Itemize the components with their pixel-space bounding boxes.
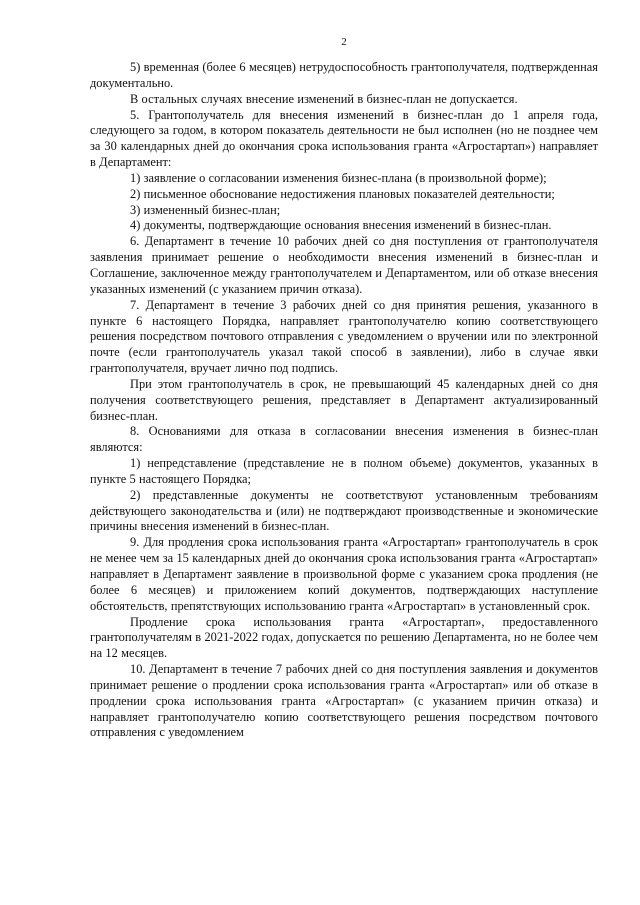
paragraph-clause-5-item-1: 1) заявление о согласовании изменения бизнес-плана (в произвольной форме); (130, 170, 547, 185)
document-body (90, 60, 598, 741)
paragraph-clause-5-item-2: 2) письменное обоснование недостижения плановых показателей деятельности; (130, 186, 555, 201)
paragraph-clause-7-continuation: При этом грантополучатель в срок, не превышающий 45 календарных дней со дня получения соответствующего решения, представляет в Департамент актуализированный бизнес-план. (90, 376, 598, 423)
paragraph-clause-8: 8. Основаниями для отказа в согласовании внесения изменения в бизнес-план являются: (90, 424, 598, 455)
paragraph-clause-8-item-2: 2) представленные документы не соответствуют установленным требованиям действующего законодательства и (или) не подтверждают производственные и экономические причины внесения изменений в бизнес-план. (90, 487, 598, 534)
document-page (90, 0, 598, 905)
paragraph-clause-9: 9. Для продления срока использования гранта «Агростартап» грантополучатель в срок не менее чем за 15 календарных дней до окончания срока использования гранта «Агростартап» направляет в Департамент заявление в произвольной форме с указанием срока продления (не более 6 месяцев) и приложением копий документов, подтверждающих наступление обстоятельств, препятствующих использованию гранта «Агростартап» в установленный срок. (90, 535, 598, 613)
paragraph-clause-9-extension: Продление срока использования гранта «Агростартап», предоставленного грантополучателям в 2021-2022 годах, допускается по решению Департамента, но не более чем на 12 месяцев. (90, 614, 598, 661)
paragraph-clause-6: 6. Департамент в течение 10 рабочих дней со дня поступления от грантополучателя заявления принимает решение о необходимости внесения изменений в бизнес-план и Соглашение, заключенное между грантополучателем и Департаментом, или об отказе внесения указанных изменений (с указанием причин отказа). (90, 234, 598, 296)
paragraph-clause-7: 7. Департамент в течение 3 рабочих дней со дня принятия решения, указанного в пункте 6 настоящего Порядка, направляет грантополучателю копию соответствующего решения посредством почтового отправления с уведомлением о вручении или по электронной почте (если грантополучатель указал такой способ в заявлении), либо в случае явки грантополучателя, вручает лично под подпись. (90, 297, 598, 376)
paragraph-clause-8-item-1: 1) непредставление (представление не в полном объеме) документов, указанных в пункте 5 настоящего Порядка; (90, 456, 598, 486)
page-number: 2 (341, 36, 347, 48)
paragraph-item-5-disability: 5) временная (более 6 месяцев) нетрудоспособность грантополучателя, подтвержденная документально. (90, 60, 598, 90)
paragraph-clause-10: 10. Департамент в течение 7 рабочих дней со дня поступления заявления и документов принимает решение о продлении срока использования гранта «Агростартап» или об отказе в продлении срока использования гранта «Агростартап» (с указанием причин отказа) и направляет грантополучателю копию соответствующего решения посредством почтового отправления с уведомлением (90, 662, 598, 740)
paragraph-clause-5-item-4: 4) документы, подтверждающие основания внесения изменений в бизнес-план. (130, 218, 552, 233)
paragraph-clause-5: 5. Грантополучатель для внесения изменений в бизнес-план до 1 апреля года, следующего за годом, в котором показатель деятельности не был исполнен (но не позднее чем за 30 календарных дней до окончания срока использования гранта «Агростартап») направляет в Департамент: (90, 107, 598, 170)
paragraph-other-cases: В остальных случаях внесение изменений в бизнес-план не допускается. (130, 91, 518, 106)
paragraph-clause-5-item-3: 3) измененный бизнес-план; (130, 202, 281, 217)
